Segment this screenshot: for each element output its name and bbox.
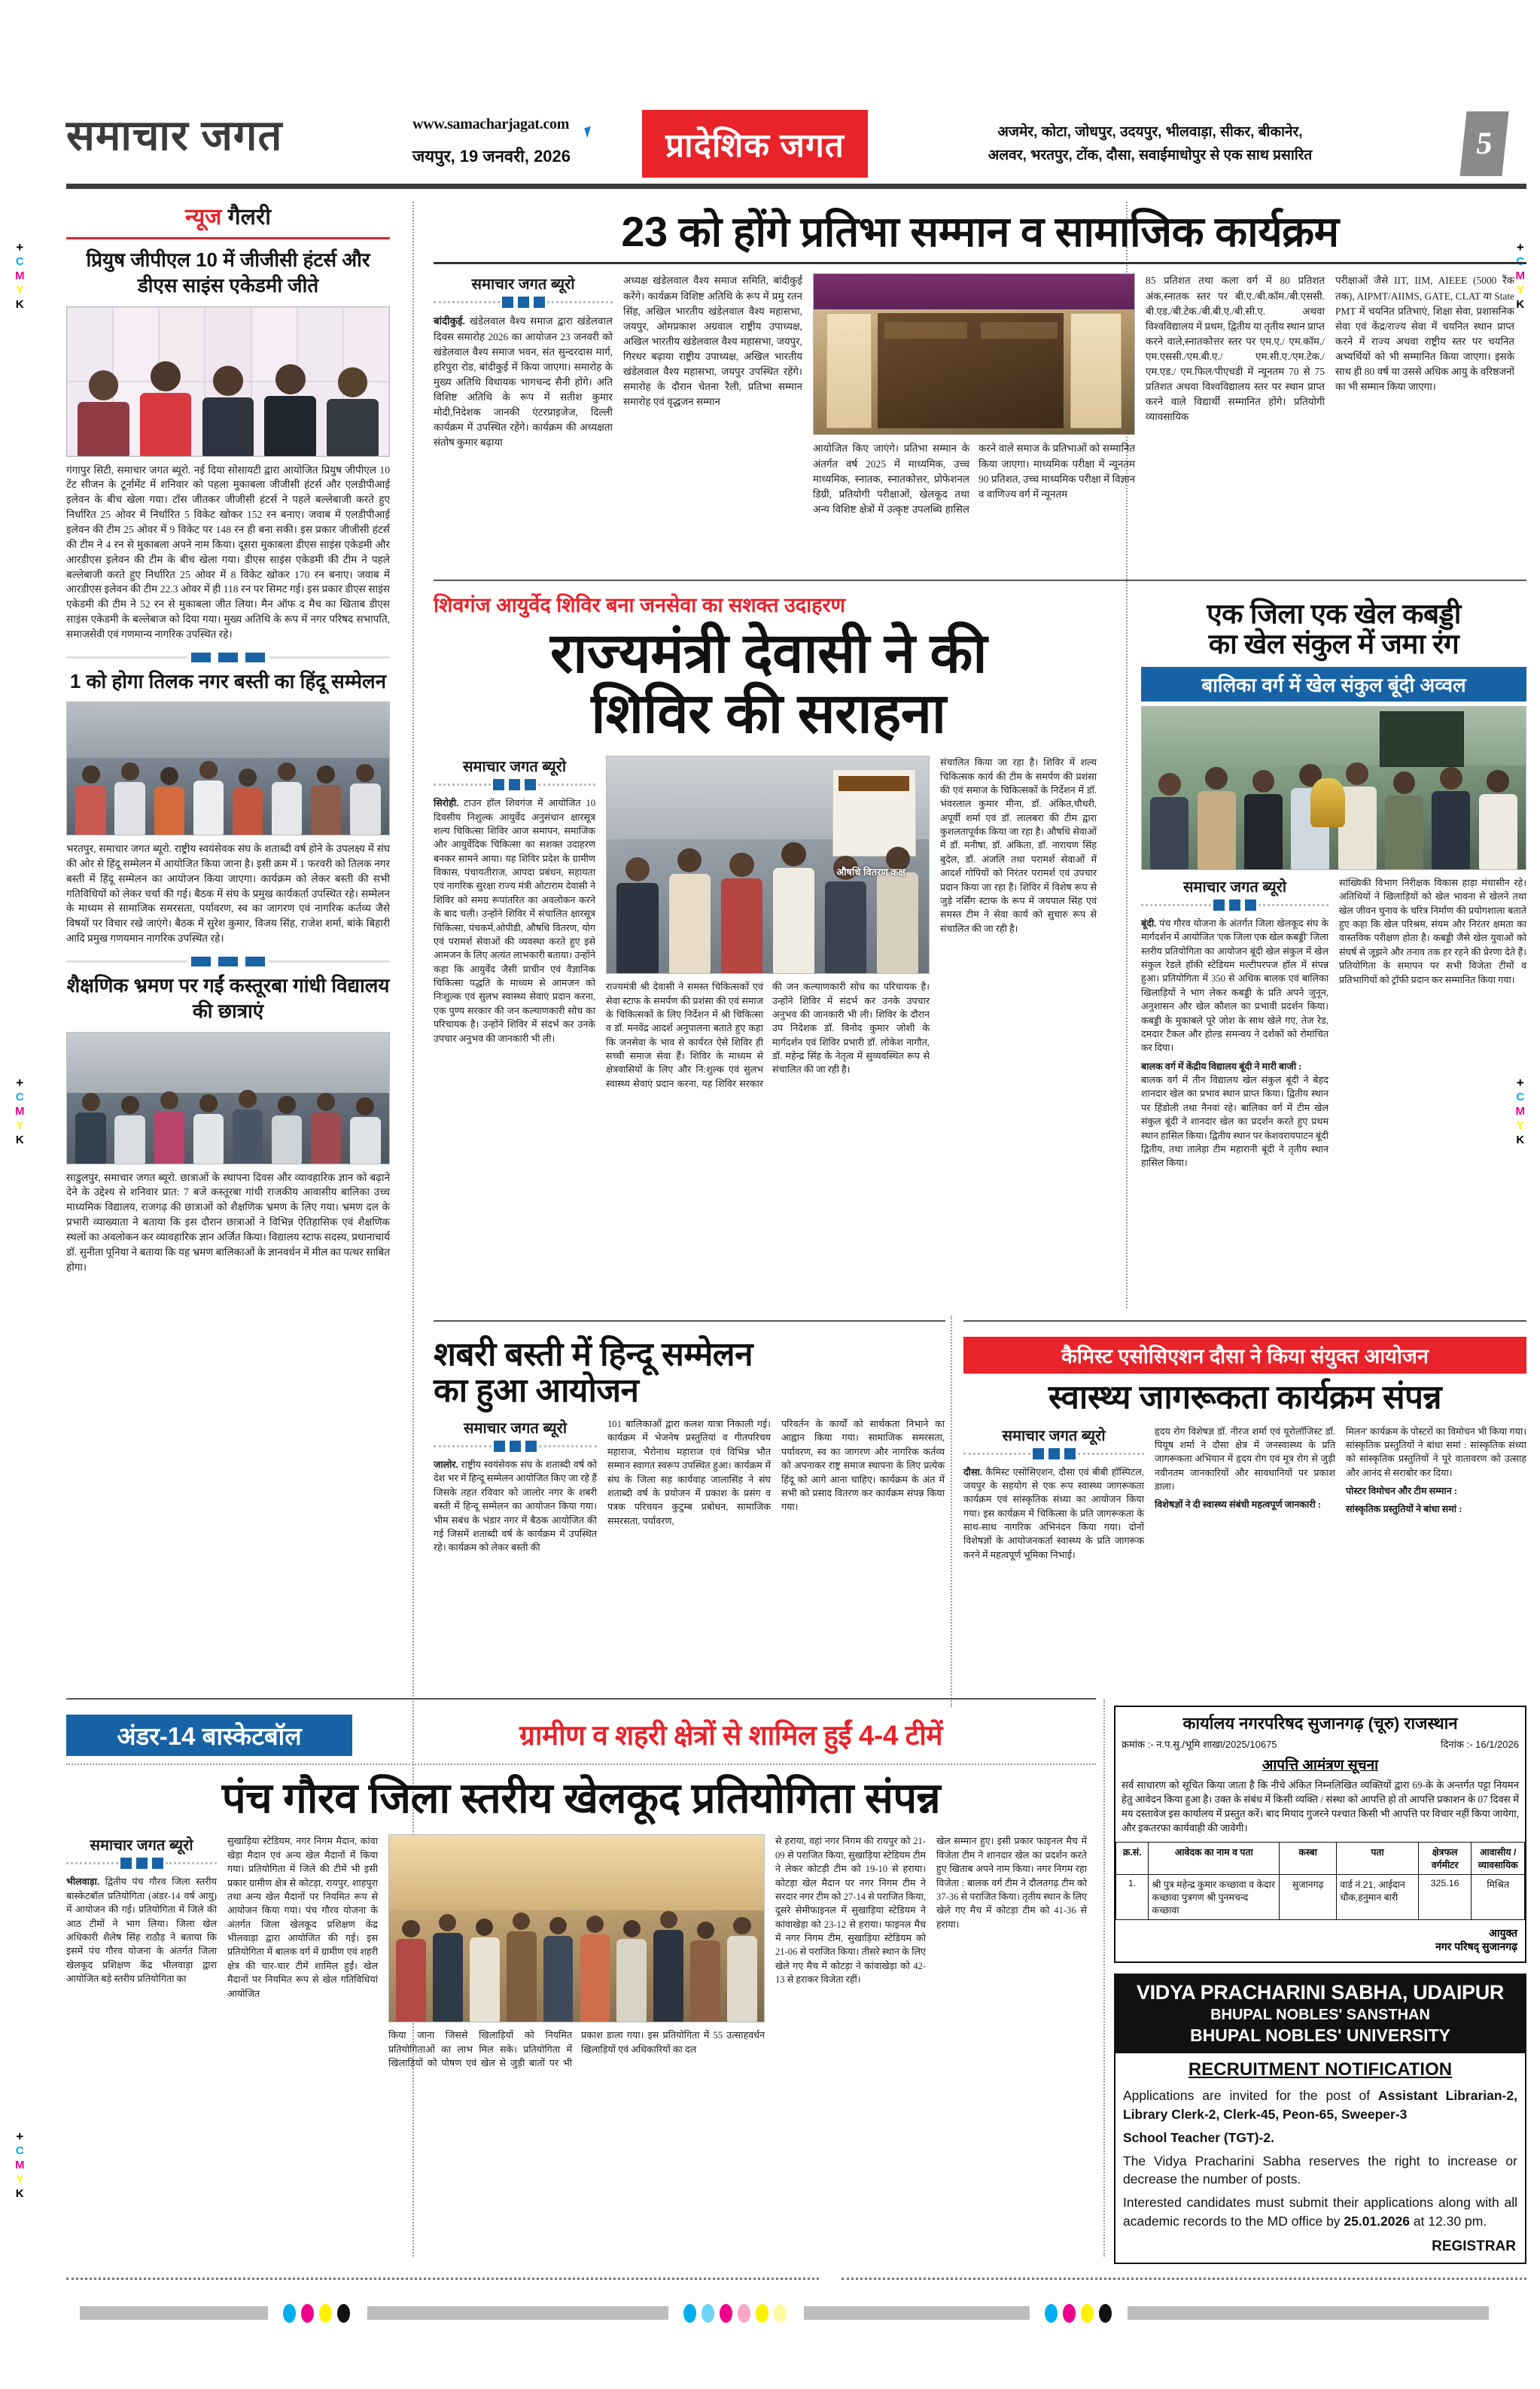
page-sheet [15, 21, 1526, 2368]
shabri-column-text-1: 101 बालिकाओं द्वारा कलश यात्रा निकाली गई। कार्यक्रम में भेजनेष प्रस्तुतियां व गीतपरिचय महाराज, भैरोनाथ महाराज एवं विभिन्न भौत सम्मान स्वागत स्वरूप उपस्थित हुआ। कार्यक्रम में संघ के जिला सह कार्यवाह जालासिंह ने संघ शताब्दी वर्ष के प्रयोजन में प्रकाश के प्रसंग व पत्रक परिचयन कुटुम्ब प्रबोधन, सामाजिक समरसता, पर्यावरण, [607, 1419, 771, 1526]
rail-separator-1 [66, 957, 390, 966]
masthead [66, 110, 1526, 182]
cyan-mark: C [15, 2144, 24, 2158]
rail-body-0: गंगापुर सिटी, समाचार जगत ब्यूरो. नई दिया सोसायटी द्वारा आयोजित प्रियुष जीपीएल 10 टेंट सीजन के टूर्नामेंट में शनिवार को पहला मुकाबला जीजीसी हंटर्स और एलडीपीआई इलेवन के बीच खेला गया। टॉस जीतकर जीजीसी हंटर्स ने पहले बल्लेबाजी करते हुए निर्धारित 25 ओवर में निर्धारित 5 विकेट खोकर 152 रन बनाए। जवाब में एलडीपीआई इलेवन की टीम 25 ओवर में 9 विकेट पर 148 रन ही बना सकी। इस प्रकार जीजीसी हंटर्स की टीम ने 4 रन से मुकाबला अपने नाम किया। दूसरा मुकाबला डीएस साइंस एकेडमी और आरडीएस इलेवन की टीम के बीच खेला गया। डीएस साइंस एकेडमी की टीम ने पहले बल्लेबाजी करते हुए निर्धारित 25 ओवर में 8 विकेट खोकर 170 रन बनाए। जवाब में आरडीएस इलेवन की टीम 22.3 ओवर में ही 118 रन पर सिमट गई। इस प्रकार डीएस साइंस एकेडमी की टीम ने 52 रन से मुकाबला जीत लिया। मैन ऑफ द मैच का खिताब डीएस साइंस एकेडमी के बल्लेबाज को दिया गया। मुख्य अतिथि के रूप में नगर परिषद सभापति, समाजसेवी एवं गणमान्य नागरिक उपस्थित रहे। [66, 464, 390, 640]
kabaddi-subhead-1: बालक वर्ग में केंद्रीय विद्यालय बूंदी ने मारी बाजी : [1141, 1061, 1302, 1072]
magenta-mark: M [15, 2159, 25, 2171]
page-number-badge: 5 [1459, 111, 1508, 176]
rec-p1-pre: Applications are invited for the post of [1123, 2088, 1378, 2103]
ad-office-title: कार्यालय नगरपरिषद सुजानगढ़ (चूरु) राजस्थान [1182, 1714, 1458, 1733]
rec-p4-date: 25.01.2026 [1344, 2214, 1411, 2229]
shabri-column-text-0: जालोर. राष्ट्रीय स्वयंसेवक संघ के शताब्दी वर्ष को देश भर में हिन्दू सम्मेलन आयोजित किए जा रहे हैं जिसके तहत रविवार को जालोर नगर के शबरी बस्ती में हिन्दू सम्मेलन का आयोजन किया गया। भीम सबंध के भंडार नगर में बैठक आयोजित की गई जिसमें शताब्दी वर्ष के कार्यक्रम में उपस्थित रहे। कार्यक्रम को लेकर बस्ती की [434, 1459, 597, 1554]
footer-dot-black-2 [1099, 2304, 1112, 2323]
rail-photo-2 [66, 1032, 390, 1164]
ad-th-name: आवेदक का नाम व पता [1149, 1842, 1280, 1874]
basketball-photo [388, 1834, 765, 2022]
camp-headline-line2: शिविर की सराहना [591, 682, 946, 745]
kabaddi-photo [1141, 706, 1526, 870]
kabaddi-col-0 [1141, 876, 1328, 1170]
rec-org-line1: VIDYA PRACHARINI SABHA, UDAIPUR [1136, 1981, 1505, 2004]
lead-photo [813, 273, 1135, 435]
rec-paragraph-4 [1115, 2193, 1525, 2235]
basketball-column-text-0: भीलवाड़ा. द्वितीय पंच गौरव जिला स्तरीय बास्केटबॉल प्रतियोगिता (अंडर-14 वर्ष आयु) में आयोजन की गई। प्रतियोगिता में जिले की आठ टीमों ने भाग लिया। जिला खेल अधिकारी शैलेष सिंह राठौड़ ने बताया कि इसमें पंच गौरव योजना के अंतर्गत जिला खेलकूद प्रशिक्षण केंद्र भीलवाड़ा द्वारा आयोजित बड़े स्तरीय प्रतियोगिता का [66, 1876, 217, 1985]
lead-rule [434, 262, 1526, 264]
kabaddi-story[interactable] [1141, 599, 1526, 1170]
rail-article-0[interactable] [66, 247, 390, 642]
ad-date-label: दिनांक :- [1441, 1739, 1473, 1750]
footer-dot-yellow-1 [319, 2304, 332, 2323]
chemist-col-1 [1155, 1425, 1335, 1563]
cyan-mark: C [15, 1091, 24, 1104]
ad-th-area: क्षेत्रफल वर्गमीटर [1418, 1842, 1472, 1874]
chemist-column-text-2: मिलन' कार्यक्रम के पोस्टरों का विमोचन भी किया गया। सांस्कृतिक प्रस्तुतियों ने बांधा समां : सांस्कृतिक संध्या को सांस्कृतिक प्रस्तुतियों ने पूरे वातावरण को उत्साह और आनंद से सराबोर कर दिया। [1346, 1426, 1526, 1478]
basketball-column-text-1: सुखाड़िया स्टेडियम, नगर निगम मैदान, कांवा खेड़ा मैदान एवं अन्य खेल मैदानों में किया गया। प्रतियोगिता में जिले की टीमें भी इसी प्रकार ग्रामीण क्षेत्र से कोटड़ा, रायपुर, शाहपुरा तथा अन्य खेल मैदानों पर नियमित रूप से आयोजन किया गया। पंच गौरव योजना के अंतर्गत जिला खेलकूद प्रशिक्षण केंद्र भीलवाड़ा द्वारा आयोजित की गई। इस प्रतियोगिता में बालक वर्ग में ग्रामीण एवं शहरी क्षेत्र की चार-चार टीमें शामिल हुईं। खेल मैदानों पर नियमित रूप से खेल गतिविधियां आयोजित [227, 1836, 378, 1999]
rail-headline-1: 1 को होगा तिलक नगर बस्ती का हिंदू सम्मेलन [69, 669, 387, 692]
basketball-col-2 [388, 1834, 765, 2070]
camp-byline: समाचार जगत ब्यूरो [463, 759, 566, 776]
cursor-arrow-icon [584, 125, 597, 138]
footer-dot-pink [738, 2304, 750, 2323]
basketball-story[interactable] [66, 1715, 1096, 2071]
ad-kramank-value: न.प.सु./भूमि शाखा/2025/10675 [1156, 1739, 1277, 1750]
column-divider-3 [951, 1316, 952, 1707]
camp-byline-separator [434, 779, 595, 790]
rail-photo-0 [66, 306, 390, 457]
chemist-byline: समाचार जगत ब्यूरो [1002, 1427, 1106, 1444]
dateline: जयपुर, 19 जनवरी, 2026 [412, 147, 571, 166]
yellow-mark: Y [16, 283, 24, 297]
ad-th-sno: क्र.सं. [1116, 1842, 1149, 1874]
trophy-icon [1310, 778, 1345, 827]
footer-dot-black-1 [337, 2304, 350, 2323]
footer-dot-cyan-2 [683, 2304, 696, 2323]
rec-p4-post: at 12.30 pm. [1410, 2214, 1487, 2229]
footer-dot-magenta-3 [1063, 2304, 1076, 2323]
lead-column-text-3: 85 प्रतिशत तथा कला वर्ग में 80 प्रतिशत अंक,स्नातक स्तर पर बी.ए./बी.कॉम./बी.एससी. बी.एड./बी.टेक./बी.बी.ए./बी.सी.ए. अथवा विश्वविद्यालय में प्रथम, द्वितीय या तृतीय स्थान प्राप्त करने वाले,स्नातकोत्तर स्तर पर एम.ए./ एम.कॉम./एम.एससी./एम.बी.ए./ एम.सी.ए./एम.टेक./एम.एड./ एम.फिल/पीएचडी में न्यूनतम 70 से 75 प्रतिशत अथवा विश्वविद्यालय स्तर पर स्थान प्राप्त करने वाले विद्यार्थी सम्मानित होंगे। प्रतियोगी व्यावसायिक [1146, 275, 1325, 423]
rail-separator-0 [66, 653, 390, 662]
shabri-byline-separator [434, 1441, 597, 1452]
ad-table-header-row [1116, 1842, 1525, 1874]
shabri-top-rule [434, 1320, 945, 1322]
rail-article-1[interactable] [66, 668, 390, 946]
camp-col-1 [606, 756, 930, 1091]
ad-td-name: श्री पुत्र महेन्द्र कुमार कच्छावा व केदार कच्छावा पुत्रगण श्री पुनमचन्द कच्छावा [1149, 1874, 1280, 1919]
registration-mark-left-top [15, 239, 25, 312]
basketball-column-text-2: किया जाना जिससे खिलाड़ियों को नियमित प्रतियोगिताओं का लाभ मिल सके। प्रतियोगिता में खिलाड़ियों को पोषण एवं खेल से जुड़ी बातों पर भी प्रकाश डाला गया। इस प्रतियोगिता में 55 उत्साहवर्धन खिलाड़ियों एवं अधिकारियों का दल [388, 2030, 765, 2069]
ad-recruitment[interactable] [1114, 1974, 1526, 2264]
edition-cities [890, 120, 1410, 168]
basketball-col-3 [775, 1834, 926, 2070]
footer-dot-lightcyan [702, 2304, 714, 2323]
lead-col-1 [623, 273, 802, 517]
camp-column-text-2: संचालित किया जा रहा है। शिविर में शल्य चिकित्सक कार्य की टीम के समर्पण की प्रशंसा की एवं समाज के चिकित्सकों के निर्देशन में डॉ. भंवरलाल कुमार मीना, डॉ. अंकित,चौधरी, अपूर्वी शर्मा एवं डॉ. लालबरा की टीम द्वारा कुशलतापूर्वक किया जा रहा है। औषधि सेवाओं में डॉ. मनीषा, डॉ. अंकिता, डॉ. नारायण सिंह बुदेल, डॉ. अंजलि तथा परामर्श सेवाओं में आदर्श गोपियों को निरंतर परामर्श एवं उपचार प्रदान किया जा रहा है। शिविर में विशेष रूप से जुड़े नर्सिंग स्टाफ के रूप में जयपाल सिंह एवं समस्त टीम ने सेवा कार्य को सुचारु रूप से संचालित की जा रही है। [940, 757, 1097, 934]
rec-p2-post: School Teacher (TGT)-2. [1123, 2129, 1274, 2145]
shabri-headline-line1: शबरी बस्ती में हिन्दू सम्मेलन [434, 1336, 753, 1373]
footer-graybar-3 [804, 2306, 1030, 2320]
footer-dot-lightyellow [774, 2304, 787, 2323]
camp-column-text-0: सिरोही. टाउन हॉल शिवगंज में आयोजित 10 दिवसीय निशुल्क आयुर्वेद अनुसंधान क्षारसूत्र शल्य चिकित्सा शिविर आज समापन, समाजिक और आयुर्वेदिक चिकित्सा का सशक्त उदाहरण बनकर सामने आया। यह शिविर प्रदेश के ग्रामीण विकास, पंचायतीराज, आपदा प्रबंधन, सहायता एवं नागरिक सुरक्षा राज्य मंत्री ओटाराम देवासी ने शिविर को समग्र रूपांतरित का अवलोकन करने के बाद चली। उन्होंने शिविर में संचालित क्षारसूत्र चिकित्सा, पंचकर्म,ओपीडी, औषधि वितरण, योग एवं परामर्श सेवाओं की व्यवस्था करते हुए इसे आमजन के लिए अत्यंत लाभकारी बताया। उन्होंने कहा कि आयुर्वेद जैसी प्राचीन एवं वैज्ञानिक चिकित्सा पद्धति के माध्यम से आमजन को निःशुल्क एवं सुलभ स्वास्थ्य सेवाएं प्रदान करना, एक पुण्य सरकार की जन कल्याणकारी सोच का परिचायक है। उन्होंने शिविर में संदर्भ कर उनके उपचार अनुभव की जानकारी भी ली। [434, 798, 595, 1044]
footer-dot-magenta-2 [720, 2304, 732, 2323]
lead-col-4 [1335, 273, 1514, 517]
ad-kramank [1122, 1737, 1277, 1751]
chemist-subhead-2: पोस्टर विमोचन और टीम सम्मान : [1346, 1486, 1458, 1497]
camp-headline-line1: राज्यमंत्री देवासी ने की [550, 622, 987, 685]
lead-byline: समाचार जगत ब्यूरो [471, 276, 575, 294]
kabaddi-column-text-0: बूंदी. पंच गौरव योजना के अंतर्गत जिला खेलकूद संघ के मार्गदर्शन में आयोजित 'एक जिला एक खेल कबड्डी' जिला स्तरीय प्रतियोगिता का आयोजन बूंदी खेल संकुल में खेल संकुल रेडले हॉकी स्टेडियम मल्टीपरपज हॉल में संपन्न हुआ। प्रतियोगिता में 350 से अधिक बालक एवं बालिका खिलाड़ियों ने भाग लेकर कबड्डी के प्रति अपने जुनून, अनुशासन और खेल कौशल का प्रभावी प्रदर्शन किया। कबड्डी के मुकाबले पूरे जोश के साथ खेले गए, तेज रेड, दमदार टैकल और होल्ड समन्वय ने दर्शकों को रोमांचित कर दिया। [1141, 918, 1328, 1054]
shabri-story[interactable] [434, 1337, 945, 1555]
basketball-bluebar: अंडर-14 बास्केटबॉल [66, 1715, 352, 1756]
ad-signature [1115, 1920, 1525, 1962]
chemist-redbar: कैमिस्ट एसोसिएशन दौसा ने किया संयुक्त आयोजन [963, 1337, 1526, 1374]
black-mark: K [1516, 1133, 1525, 1146]
ad-td-area: 325.16 [1418, 1874, 1472, 1919]
chemist-col-2 [1346, 1425, 1526, 1563]
cyan-mark: C [15, 255, 24, 269]
footer-dotline-right [842, 2278, 1526, 2280]
lead-headline: 23 को होंगे प्रतिभा सम्मान व सामाजिक कार्यक्रम [621, 208, 1339, 255]
ad-td-type: मिश्रित [1472, 1874, 1525, 1919]
black-mark: K [15, 297, 24, 311]
chemist-story[interactable] [963, 1337, 1526, 1562]
rec-paragraph-1 [1115, 2086, 1525, 2129]
ad-ref-row [1115, 1736, 1525, 1752]
yellow-mark: Y [1516, 283, 1524, 297]
ad-date-value: 16/1/2026 [1475, 1739, 1519, 1750]
kabaddi-col-1 [1339, 876, 1526, 1170]
chemist-byline-separator [963, 1448, 1144, 1459]
ad-notice-body: सर्व साधारण को सूचित किया जाता है कि नीचे अंकित निम्नलिखित व्यक्तियों द्वारा 69-के के अन्तर्गत पट्टा नियमन हेतु आवेदन किया हुआ है। उक्त के संबंध में किसी व्यक्ति / संस्था को आपत्ति हो तो आपत्ति प्रकाशन के 07 दिवस में मय दस्तावेज इस कार्यालय में प्रस्तुत करें। बाद मियाद गुजरने पश्चात किसी भी आपत्ति पर विचार नहीं किया जायेगा, और इकतरफा कार्यवाही की जावेगी। [1122, 1779, 1519, 1834]
ad-td-sno: 1. [1116, 1874, 1149, 1919]
news-gallery-title-red: न्यूज [184, 205, 222, 230]
shabri-col-1 [607, 1417, 771, 1555]
kabaddi-headline-line2: का खेल संकुल में जमा रंग [1208, 628, 1459, 659]
news-gallery-title [66, 200, 390, 234]
lead-col-2 [813, 273, 1135, 517]
basketball-dotline [66, 1764, 1096, 1765]
basketball-column-text-4: खेल सम्मान हुए। इसी प्रकार फाइनल मैच में विजेता टीम ने शानदार खेल का प्रदर्शन करते हुए खिताब अपने नाम किया। नगर निगम रहा विजेता : बालक वर्ग टीम ने दौलतगढ़ टीम को 37-36 से पराजित किया। तृतीय स्थान के लिए खेले गए मैच में कोटड़ा टीम को 41-36 से हराया। [936, 1836, 1087, 1930]
ad-th-town: कस्बा [1280, 1842, 1337, 1874]
ad-date [1441, 1737, 1519, 1751]
magenta-mark: M [15, 1105, 25, 1118]
chemist-top-rule [963, 1320, 1526, 1322]
rec-org-line3: BHUPAL NOBLES' UNIVERSITY [1190, 2025, 1450, 2045]
footer-graybar-1 [80, 2306, 268, 2320]
news-gallery-title-rest: गैलरी [221, 205, 272, 230]
kabaddi-subhead-1-body: बालक वर्ग में तीन विद्यालय खेल संकुल बूंदी ने बेहद शानदार खेल का प्रभाव स्थान प्राप्त किया। द्वितीय स्थान पर हिंडोली तथा नैनवां रहे। बालिका वर्ग में टीम खेल संकुल बूंदी ने शानदार खेल का प्रदर्शन करते हुए प्रथम स्थान हासिल किया। द्वितीय स्थान पर केशवरायपाटन बूंदी द्वितीय, तथा तालेड़ा टीम महारानी बूंदी ने तृतीय स्थान हासिल किया। [1141, 1075, 1328, 1169]
chemist-col-0 [963, 1425, 1144, 1563]
registration-mark-left-bottom [15, 2129, 25, 2201]
ad-th-addr: पता [1337, 1842, 1419, 1874]
basketball-col-4 [936, 1834, 1087, 2070]
footer-graybar-4 [1128, 2306, 1489, 2320]
ad-applicants-table [1115, 1842, 1525, 1920]
lead-col-0 [434, 273, 613, 517]
rec-org-header [1115, 1975, 1525, 2053]
lead-column-text-1: अध्यक्ष खंडेलवाल वैश्य समाज समिति, बांदीकुई करेंगे। कार्यक्रम विशिष्ट अतिथि के रूप में प्रमु रतन सिंह, अखिल भारतीय खंडेलवाल वैश्य महासभा, जयपुर, ओमप्रकाश अग्रवाल राष्ट्रीय उपाध्यक्ष, अखिल भारतीय खंडेलवाल वैश्य महासभा, जयपुर, गिरधर बढ़ाया राष्ट्रीय उपाध्यक्ष, अखिल भारतीय खंडेलवाल वैश्य महासभा, जयपुर उपस्थित रहेंगे। समारोह के दौरान चेतना रैली, प्रतिभा सम्मान समारोह एवं वृद्धजन सम्मान [623, 275, 802, 408]
shabri-headline-line2: का हुआ आयोजन [434, 1371, 639, 1409]
footer-dotline-left [66, 2278, 819, 2280]
black-mark: K [15, 1133, 24, 1146]
kabaddi-headline-line1: एक जिला एक खेल कबड्डी [1207, 598, 1461, 629]
camp-col-2 [940, 756, 1097, 1091]
masthead-rule [66, 184, 1526, 189]
rail-body-1: भरतपुर, समाचार जगत ब्यूरो. राष्ट्रीय स्वयंसेवक संघ के शताब्दी वर्ष होने के उपलक्ष्य में संघ की ओर से हिंदू सम्मेलन में आयोजित किया जाना है। इसी क्रम में 1 फरवरी को तिलक नगर बस्ती में हिंदू सम्मेलन का आयोजन किया जाएगा। कार्यक्रम को लेकर बस्ती की सभी गतिविधियों को लेकर चर्चा की गई। बैठक में संघ के प्रमुख कार्यकर्ता उपस्थित रहे। सम्मेलन के माध्यम से सामाजिक समरसता, पर्यावरण, स्व का जागरण एवं नागरिक कर्तव्य जैसे विषयों पर विचार रखे जाएंगे। बैठक में सुरेश कुमार, विजय सिंह, राजेश शर्मा, बांके बिहारी आदि प्रमुख गणयमान नागरिक उपस्थित रहे। [66, 843, 390, 945]
camp-column-text-1: राज्यमंत्री श्री देवासी ने समस्त चिकित्सकों एवं सेवा स्टाफ के समर्पण की प्रशंसा की एवं समाज के चिकित्सकों के लिए निर्देशन में श्री चिकित्सा व डॉ. मनवेंद्र आदर्श अनुपालना बताते हुए कहा कि जनसेवा के भाव से कार्यरत ऐसे शिविर ही सच्ची समाज सेवा हैं। शिविर के माध्यम से क्षेत्रवासियों के लिए और नि:शुल्क एवं सुलभ स्वास्थ्य सेवाएं प्रदान करना, यह शिविर सरकार की जन कल्याणकारी सोच का परिचायक है। उन्होंने शिविर में संदर्भ कर उनके उपचार अनुभव की जानकारी भी ली। शिविर के दौरान उप निदेशक डॉ. विनोद कुमार जोशी के मार्गदर्शन एवं शिविर प्रभारी डॉ. लोकेश नागौत, डॉ. महेन्द्र सिंह के नेतृत्व में सुव्यवस्थित रूप से संचालित की जा रही है। [606, 981, 930, 1089]
magenta-mark: M [1515, 1105, 1525, 1118]
lead-byline-separator [434, 297, 613, 308]
news-gallery-rail [66, 200, 390, 1275]
footer-dot-cyan-3 [1045, 2304, 1058, 2323]
section-tag: प्रादेशिक जगत [642, 110, 868, 178]
footer-dot-yellow-2 [756, 2304, 768, 2323]
edition-cities-line2: अलवर, भरतपुर, टोंक, दौसा, सवाईमाधोपुर से एक साथ प्रसारित [988, 148, 1313, 164]
ad-nagar-parishad[interactable] [1114, 1706, 1526, 1963]
rail-headline-0: प्रियुष जीपीएल 10 में जीजीसी हंटर्स और डीएस साइंस एकेडमी जीते [86, 248, 370, 297]
footer-dot-yellow-3 [1081, 2304, 1094, 2323]
chemist-column-text-1: हृदय रोग विशेषज्ञ डॉ. नीरज शर्मा एवं यूरोलॉजिस्ट डॉ. पियूष शर्मा ने दौसा क्षेत्र में जनस्वास्थ्य के प्रति जागरूकता अभियान में हृदय रोग एवं मूत्र रोग से जुड़ी नवीनतम जानकारियों और सावधानियों पर प्रकाश डाला। [1155, 1426, 1335, 1493]
magenta-mark: M [15, 269, 25, 282]
plus-mark: + [16, 2129, 24, 2144]
kabaddi-bluebar: बालिका वर्ग में खेल संकुल बूंदी अव्वल [1141, 667, 1526, 701]
kabaddi-byline-separator [1141, 899, 1328, 911]
footer-graybar-2 [367, 2306, 668, 2320]
rail-photo-1 [66, 701, 390, 835]
column-divider-4 [1103, 1700, 1105, 2257]
lead-column-text-4: परीक्षाओं जैसे IIT, IIM, AIEEE (5000 रैंक तक), AIPMT/AIIMS, GATE, CLAT या State PMT में चयनित प्रतिभाएं, शिक्षा सेवा, प्रशासनिक सेवा एवं केंद्र/राज्य सेवा में चयनित स्थान प्राप्त करने में राज्य अथवा राष्ट्रीय स्तर पर चयनित अभ्यर्थियों को भी सम्मानित किया जाएगा। इसके साथ ही 80 वर्ष या उससे अधिक आयु के वरिष्ठजनों का भी सम्मान किया जाएगा। [1335, 275, 1514, 393]
plus-mark: + [1516, 1076, 1524, 1090]
basketball-col-0 [66, 1834, 217, 2070]
chemist-subhead-1: विशेषज्ञों ने दी स्वास्थ्य संबंधी महत्वपूर्ण जानकारी : [1155, 1499, 1322, 1511]
basketball-byline: समाचार जगत ब्यूरो [90, 1837, 193, 1855]
kabaddi-column-text-1: सांख्यिकी विभाग निरीक्षक विकास हाड़ा मंचासीन रहे। अतिथियों ने खिलाड़ियों को खेल भावना से खेलने तथा खेल जीवन चुनाव के चरित्र निर्माण की प्रयोगशाला बताते हुए कहा कि खेल परिश्रम, संयम और निरंतर क्षमता का वास्तविक परीक्षण होता है। कबड्डी जैसे खेल युवाओं को संघर्ष से जूझने और तनाव तक हर रहने की प्रेरणा देते हैं। प्रतियोगिता के समापन पर सभी विजेता टीमों व प्रतिभागियों को ट्रॉफी प्रदान कर सम्मानित किया गया। [1339, 877, 1526, 985]
shabri-byline: समाचार जगत ब्यूरो [464, 1420, 567, 1438]
ad-td-addr: वार्ड नं.21, आईदान चौक,हनुमान बारी [1337, 1874, 1419, 1919]
chemist-column-text-0: दौसा. कैमिस्ट एसोसिएशन, दौसा एवं बीबी हॉस्पिटल, जयपुर के सहयोग से एक रूप स्वास्थ्य जागरूकता कार्यक्रम एवं सांस्कृतिक संध्या का आयोजन किया गया। इस कार्यक्रम में चिकित्सा के प्रति जागरूकता के साथ-साथ नागरिक अभिनंदन किया गया। दोनों विशेषज्ञों के आयोजनकर्ता स्वास्थ्य के प्रति जागरूक करने में महत्वपूर्ण भूमिका निभाई। [963, 1466, 1144, 1560]
lead-col-3 [1146, 273, 1325, 517]
rec-p1-posts: Assistant Librarian-2, Library Clerk-2, Clerk-45, Peon-65, Sweeper-3 [1123, 2088, 1517, 2122]
edition-cities-line1: अजमेर, कोटा, जोधपुर, उदयपुर, भीलवाड़ा, सीकर, बीकानेर, [997, 124, 1303, 140]
rail-article-2[interactable] [66, 972, 390, 1275]
rec-paragraph-3: The Vidya Pracharini Sabha reserves the right to increase or decrease the number of posts. [1123, 2153, 1517, 2187]
basketball-column-text-3: से हराया, वहां नगर निगम की रायपुर को 21-09 से पराजित किया, सुखाड़िया स्टेडियम टीम ने लेकर कोटड़ी टीम को 19-10 से हराया। कोटड़ा खेल मैदान पर नगर निगम टीम ने सरदार नगर टीम को 27-14 से पराजित किया, दूसरे सेमीफाइनल में सुखाड़िया स्टेडियम ने कांवाखेड़ा को 23-12 से हराया। फाइनल मैच में नगर निगम टीम, सुखाड़िया स्टेडियम को 21-06 से पराजित किया। तीसरे स्थान के लिए खेले गए मैच में कोटड़ा ने कांवाखेड़ा को 42-13 से हराकर विजेता रहीं। [775, 1836, 927, 1986]
basketball-headline: पंच गौरव जिला स्तरीय खेलकूद प्रतियोगिता संपन्न [221, 1774, 941, 1821]
black-mark: K [1516, 297, 1525, 311]
ad-signature-line1: आयुक्त [1489, 1926, 1517, 1939]
camp-story[interactable] [434, 593, 1103, 1091]
rec-p4-pre: Interested candidates must submit their applications along with all academic records to the MD office by [1123, 2195, 1517, 2229]
kabaddi-byline: समाचार जगत ब्यूरो [1183, 878, 1286, 896]
rail-headline-2: शैक्षणिक भ्रमण पर गईं कस्तूरबा गांधी विद्यालय की छात्राएं [66, 973, 390, 1023]
ad-signature-line2: नगर परिषद् सुजानगढ़ [1435, 1940, 1517, 1953]
plus-mark: + [16, 240, 24, 254]
yellow-mark: Y [16, 1118, 24, 1132]
ad-kramank-label: क्रमांक :- [1122, 1739, 1154, 1750]
news-gallery-underline [66, 237, 390, 239]
plus-mark: + [16, 1076, 24, 1090]
newspaper-logo[interactable]: समाचार जगत [66, 111, 283, 159]
lead-bottom-rule [434, 580, 1526, 581]
plus-mark: + [1516, 240, 1524, 254]
black-mark: K [15, 2187, 24, 2200]
lead-story[interactable] [434, 209, 1526, 517]
basketball-col-1 [227, 1834, 378, 2070]
basketball-redline: ग्रामीण व शहरी क्षेत्रों से शामिल हुईं 4-4 टीमें [519, 1719, 942, 1751]
basketball-byline-separator [66, 1858, 217, 1869]
rec-paragraph-2 [1115, 2129, 1525, 2152]
ad-td-town: सुजानगढ़ [1280, 1874, 1337, 1919]
camp-photo-caption: औषधि वितरण कक्ष [836, 866, 905, 878]
magenta-mark: M [1515, 269, 1525, 282]
shabri-col-2 [781, 1417, 945, 1555]
shabri-col-0 [434, 1417, 597, 1555]
yellow-mark: Y [1516, 1118, 1524, 1132]
lead-column-text-0: बांदीकुई. खंडेलवाल वैश्य समाज द्वारा खंडेलवाल दिवस समारोह 2026 का आयोजन 23 जनवरी को खंडेलवाल वैश्य समाज भवन, संत सुन्दरदास मार्ग, हरिपुरा रोड, बांदीकुई में किया जाएगा। समारोह के मुख्य अतिथि विधायक भागचन्द सैनी होंगे। अति विशिष्ट अतिथि के रूप में सतीश कुमार मोदी,निदेशक जानकी एंटरप्राइजेज, दिल्ली कार्यक्रम में उपस्थित रहेंगे। कार्यक्रम की अध्यक्षता संतोष कुमार बढ़ाया [434, 315, 613, 449]
chemist-headline: स्वास्थ्य जागरूकता कार्यक्रम संपन्न [1048, 1379, 1442, 1416]
rec-signature: REGISTRAR [1432, 2238, 1516, 2254]
chemist-subhead-3: सांस्कृतिक प्रस्तुतियों ने बांधा समां : [1346, 1504, 1462, 1515]
rec-title: RECRUITMENT NOTIFICATION [1188, 2059, 1453, 2080]
rail-body-2: साडुलपुर, समाचार जगत ब्यूरो. छात्राओं के स्थापना दिवस और व्यावहारिक ज्ञान को बढ़ाने देने के उद्देश्य से शनिवार प्रात: 7 बजे कस्तूरबा गांधी राजकीय आवासीय बालिका उच्च माध्यमिक विद्यालय, राजगढ़ की छात्राओं को शैक्षणिक भ्रमण के लिए गया। भ्रमण दल के प्रभारी व्याख्याता ने बताया कि इस दौरान छात्राओं ने विभिन्न ऐतिहासिक एवं शैक्षणिक स्थलों का अवलोकन कर व्यावहारिक ज्ञान अर्जित किया। विद्यालय स्टाफ सदस्य, प्रधानाचार्य डॉ. सुनीता पूनिया ने बताया कि यह भ्रमण बालिकाओं के ज्ञानवर्धन में मील का पत्थर साबित होगा। [66, 1171, 390, 1273]
footer-dot-cyan-1 [283, 2304, 296, 2323]
ad-notice-title: आपत्ति आमंत्रण सूचना [1262, 1758, 1379, 1773]
camp-photo [606, 756, 930, 974]
lead-column-text-2: आयोजित किए जाएंगे। प्रतिभा सम्मान के अंतर्गत वर्ष 2025 में माध्यमिक, उच्च माध्यमिक, स्नातक, स्नातकोत्तर, प्रोफेशनल डिग्री, प्रतियोगी परीक्षाओं, खेलकूद तथा अन्य विशिष्ट क्षेत्रों में उत्कृष्ट उपलब्धि हासिल करने वाले समाज के प्रतिभाओं को सम्मानित किया जाएगा। माध्यमिक परीक्षा में न्यूनतम 90 प्रतिशत, उच्च माध्यमिक परीक्षा में विज्ञान व वाणिज्य वर्ग में न्यूनतम [813, 443, 1135, 515]
table-row [1116, 1874, 1525, 1919]
camp-col-0 [434, 756, 595, 1091]
ad-th-type: आवासीय / व्यावसायिक [1472, 1842, 1525, 1874]
basketball-top-rule [66, 1698, 1096, 1700]
yellow-mark: Y [16, 2172, 24, 2186]
camp-kicker: शिवगंज आयुर्वेद शिविर बना जनसेवा का सशक्त उदाहरण [434, 594, 846, 616]
footer-dot-magenta-1 [301, 2304, 314, 2323]
cyan-mark: C [1516, 1091, 1525, 1104]
rec-org-line2: BHUPAL NOBLES' SANSTHAN [1210, 2007, 1430, 2023]
registration-mark-left-mid [15, 1075, 25, 1147]
website-url[interactable]: www.samacharjagat.com [412, 116, 570, 132]
shabri-column-text-2: परिवर्तन के कार्यों को सार्थकता निभाने का आह्वान किया गया। सामाजिक समरसता, पर्यावरण, स्व का जागरण और नागरिक कर्तव्य को अपनाकर राष्ट्र समाज स्थापना के लिए प्रत्येक हिंदू को आगे आना चाहिए। कार्यक्रम के अंत में सभी को प्रसाद वितरण कर कार्यक्रम संपन्न किया गया। [781, 1419, 945, 1513]
